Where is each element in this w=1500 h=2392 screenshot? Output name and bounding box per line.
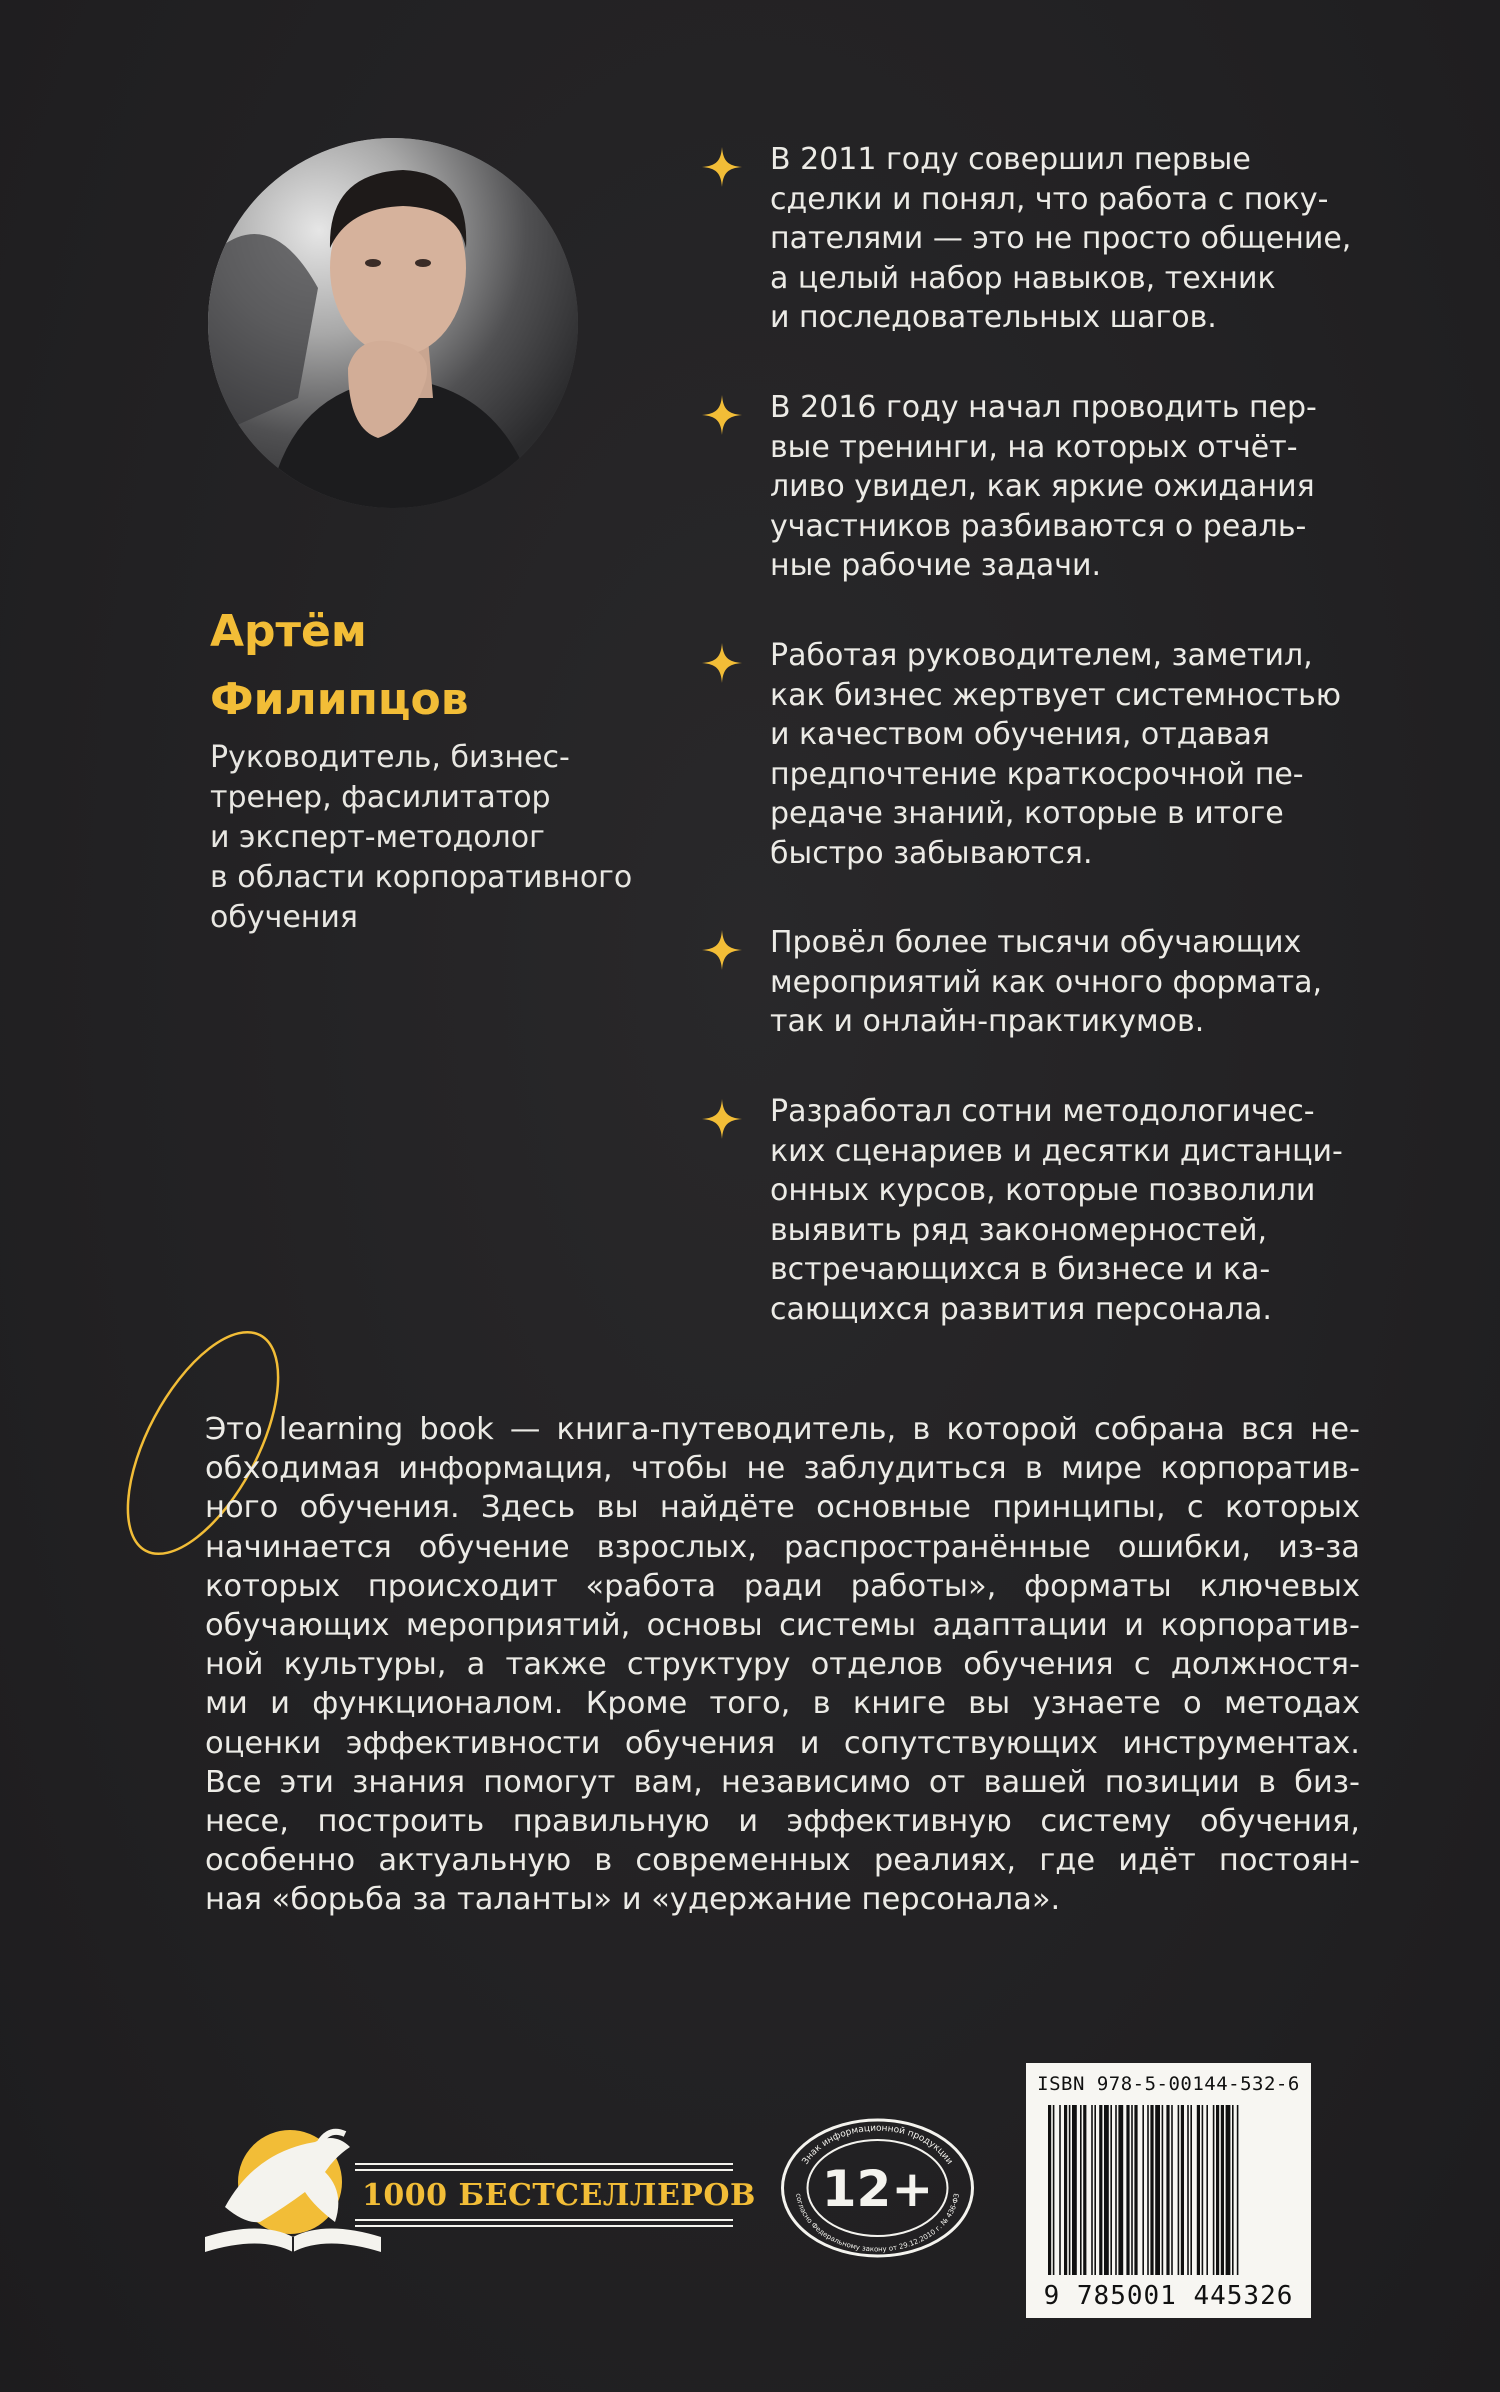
barcode-number: 9 785001 445326: [1043, 2281, 1294, 2311]
author-description-line: тренер, фасилитатор: [210, 780, 551, 815]
fact-line: сающихся развития персонала.: [770, 1291, 1272, 1327]
fact-line: так и онлайн-практикумов.: [770, 1004, 1205, 1039]
author-first-name: Артём: [210, 606, 367, 657]
author-description-line: обучения: [210, 900, 358, 935]
age-badge-ring-bottom: согласно Федеральному закону от 29.12.2010 г. № 436-ФЗ: [794, 2192, 961, 2254]
fact-line: участников разбиваются о реаль-: [770, 508, 1307, 544]
fact-line: предпочтение краткосрочной пе-: [770, 756, 1304, 792]
fact-line: Работая руководителем, заметил,: [770, 638, 1313, 673]
fact-line: онных курсов, которые позволили: [770, 1173, 1316, 1208]
isbn-label: ISBN 978-5-00144-532-6: [1037, 2073, 1300, 2095]
fact-line: быстро забываются.: [770, 835, 1093, 871]
fact-line: Разработал сотни методологичес-: [770, 1094, 1315, 1129]
description-line: ного обучения. Здесь вы найдёте основные принципы, с которых: [205, 1490, 1360, 1526]
description-line: обходимая информация, чтобы не заблудиться в мире корпоратив-: [205, 1451, 1360, 1487]
author-portrait-image: [208, 138, 578, 508]
description-line: Все эти знания помогут вам, независимо от вашей позиции в биз-: [205, 1764, 1360, 1800]
description-line: ной культуры, а также структуру отделов обучения с должностя-: [205, 1647, 1360, 1683]
sparkle-star-icon: [700, 393, 744, 437]
sparkle-star-icon: [700, 641, 744, 685]
fact-line: встречающихся в бизнесе и ка-: [770, 1252, 1271, 1287]
book-description: [205, 1410, 1360, 1920]
fact-line: и последовательных шагов.: [770, 300, 1217, 335]
fact-line: ные рабочие задачи.: [770, 548, 1102, 583]
description-line: несе, построить правильную и эффективную систему обучения,: [205, 1804, 1360, 1840]
description-line: оценки эффективности обучения и сопутствующих инструментах.: [205, 1725, 1360, 1761]
description-line: особенно актуальную в современных реалиях, где идёт постоян-: [205, 1843, 1360, 1879]
author-name: [210, 598, 690, 734]
sparkle-star-icon: [700, 1097, 744, 1141]
isbn-barcode-panel: [1026, 2063, 1311, 2318]
description-line: ная «борьба за таланты» и «удержание персонала».: [205, 1882, 1061, 1918]
fact-line: сделки и понял, что работа с поку-: [770, 181, 1329, 217]
fact-line: редаче знаний, которые в итоге: [770, 796, 1284, 831]
fact-line: В 2016 году начал проводить пер-: [770, 390, 1317, 425]
fact-line: вые тренинги, на которых отчёт-: [770, 429, 1298, 465]
sparkle-star-icon: [700, 928, 744, 972]
barcode-image: [1048, 2105, 1289, 2275]
description-line: Это learning book — книга-путеводитель, в которой собрана вся не-: [205, 1412, 1360, 1447]
author-description: [210, 738, 680, 938]
author-description-line: Руководитель, бизнес-: [210, 740, 570, 775]
author-description-line: в области корпоративного: [210, 860, 633, 895]
age-badge-ring-top: Знак информационной продукции: [800, 2123, 955, 2167]
author-last-name: Филипцов: [210, 674, 469, 725]
fact-line: и качеством обучения, отдавая: [770, 717, 1270, 752]
author-photo: [208, 138, 578, 508]
fact-line: мероприятий как очного формата,: [770, 964, 1323, 1000]
author-description-line: и эксперт-методолог: [210, 820, 545, 855]
fact-line: ких сценариев и десятки дистанци-: [770, 1133, 1343, 1169]
fact-line: В 2011 году совершил первые: [770, 142, 1251, 177]
fact-line: как бизнес жертвует системностью: [770, 677, 1342, 713]
fact-line: а целый набор навыков, техник: [770, 260, 1276, 296]
fact-line: выявить ряд закономерностей,: [770, 1212, 1267, 1248]
age-rating-value: 12+: [821, 2160, 934, 2218]
series-logo-text: 1000 БЕСТСЕЛЛЕРОВ: [362, 2178, 756, 2213]
fact-line: Провёл более тысячи обучающих: [770, 925, 1302, 960]
description-line: которых происходит «работа ради работы», форматы ключевых: [205, 1568, 1360, 1604]
description-line: ми и функционалом. Кроме того, в книге вы узнаете о методах: [205, 1686, 1360, 1722]
fact-line: пателями — это не просто общение,: [770, 221, 1352, 256]
sparkle-star-icon: [700, 145, 744, 189]
description-line: начинается обучение взрослых, распространённые ошибки, из-за: [205, 1529, 1360, 1565]
description-line: обучающих мероприятий, основы системы адаптации и корпоратив-: [205, 1608, 1360, 1644]
fact-line: ливо увидел, как яркие ожидания: [770, 469, 1315, 504]
